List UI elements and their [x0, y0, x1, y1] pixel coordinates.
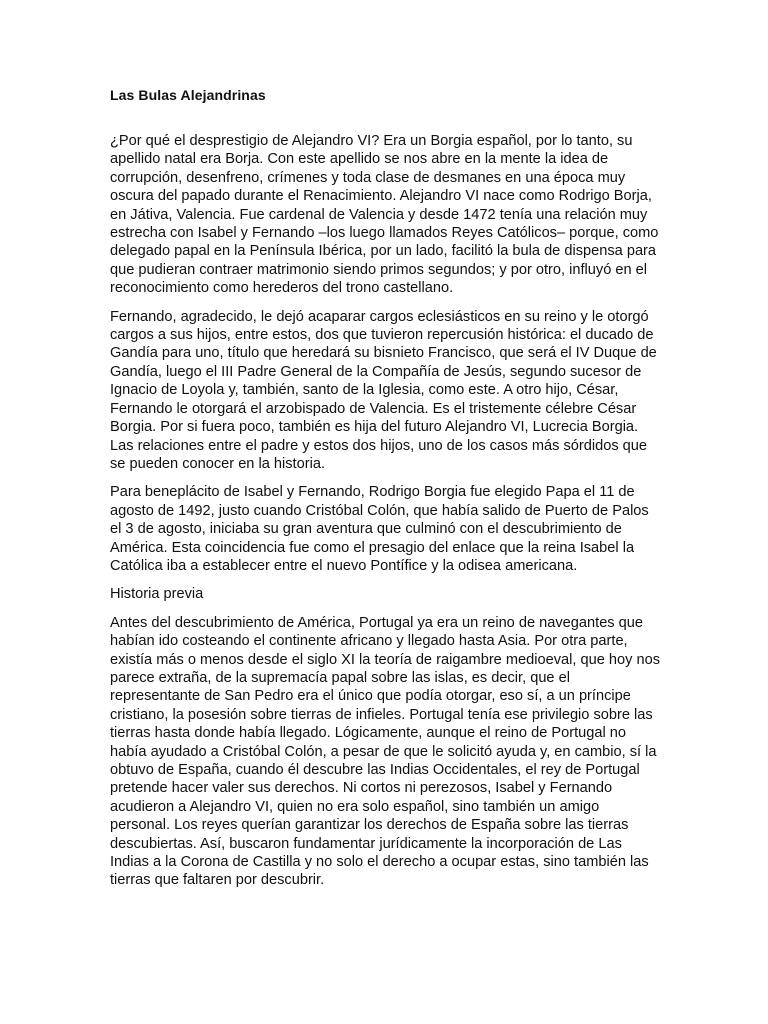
paragraph-intro: ¿Por qué el desprestigio de Alejandro VI? Era un Borgia español, por lo tanto, su apellido natal era Borja. Con este apellido se nos abre en la mente la idea de corrupción, desenfreno, crímenes y toda clase de desmanes en una época muy oscura del papado durante el Renacimiento. Alejandro VI nace como Rodrigo Borja, en Játiva, Valencia. Fue cardenal de Valencia y desde 1472 tenía una relación muy estrecha con Isabel y Fernando –los luego llamados Reyes Católicos– porque, como delegado papal en la Península Ibérica, por un lado, facilitó la bula de dispensa para que pudieran contraer matrimonio siendo primos segundos; y por otro, influyó en el reconocimiento como herederos del trono castellano. — [110, 133, 659, 297]
paragraph-election: Para beneplácito de Isabel y Fernando, Rodrigo Borgia fue elegido Papa el 11 de agosto de 1492, justo cuando Cristóbal Colón, que había salido de Puerto de Palos el 3 de agosto, iniciaba su gran aventura que culminó con el descubrimiento de América. Esta coincidencia fue como el presagio del enlace que la reina Isabel la Católica iba a establecer entre el nuevo Pontífice y la odisea americana. — [110, 484, 649, 574]
document-body — [110, 86, 662, 900]
paragraph-history: Antes del descubrimiento de América, Portugal ya era un reino de navegantes que habían ido costeando el continente africano y llegado hasta Asia. Por otra parte, existía más o menos desde el siglo XI la teoría de raigambre medioeval, que hoy nos parece extraña, de la supremacía papal sobre las islas, es decir, que el representante de San Pedro era el único que podía otorgar, eso sí, a un príncipe cristiano, la posesión sobre tierras de infieles. Portugal tenía ese privilegio sobre las tierras hasta donde había llegado. Lógicamente, aunque el reino de Portugal no había ayudado a Cristóbal Colón, a pesar de que le solicitó ayuda y, en cambio, sí la obtuvo de España, cuando él descubre las Indias Occidentales, el rey de Portugal pretende hacer valer sus derechos. Ni cortos ni perezosos, Isabel y Fernando acudieron a Alejandro VI, quien no era solo español, sino también un amigo personal. Los reyes querían garantizar los derechos de España sobre las tierras descubiertas. Así, buscaron fundamentar jurídicamente la incorporación de Las Indias a la Corona de Castilla y no solo el derecho a ocupar estas, sino también las tierras que faltaren por descubrir. — [110, 614, 661, 889]
section-heading: Historia previa — [110, 586, 204, 603]
document-title: Las Bulas Alejandrinas — [110, 87, 266, 103]
paragraph-fernando: Fernando, agradecido, le dejó acaparar cargos eclesiásticos en su reino y le otorgó cargos a sus hijos, entre estos, dos que tuvieron repercusión histórica: el ducado de Gandía para uno, título que heredará su bisnieto Francisco, que será el IV Duque de Gandía, luego el III Padre General de la Compañía de Jesús, segundo sucesor de Ignacio de Loyola y, también, santo de la Iglesia, como este. A otro hijo, César, Fernando le otorgará el arzobispado de Valencia. Es el tristemente célebre César Borgia. Por si fuera poco, también es hija del futuro Alejandro VI, Lucrecia Borgia. Las relaciones entre el padre y estos dos hijos, uno de los casos más sórdidos que se pueden conocer en la historia. — [110, 308, 657, 472]
